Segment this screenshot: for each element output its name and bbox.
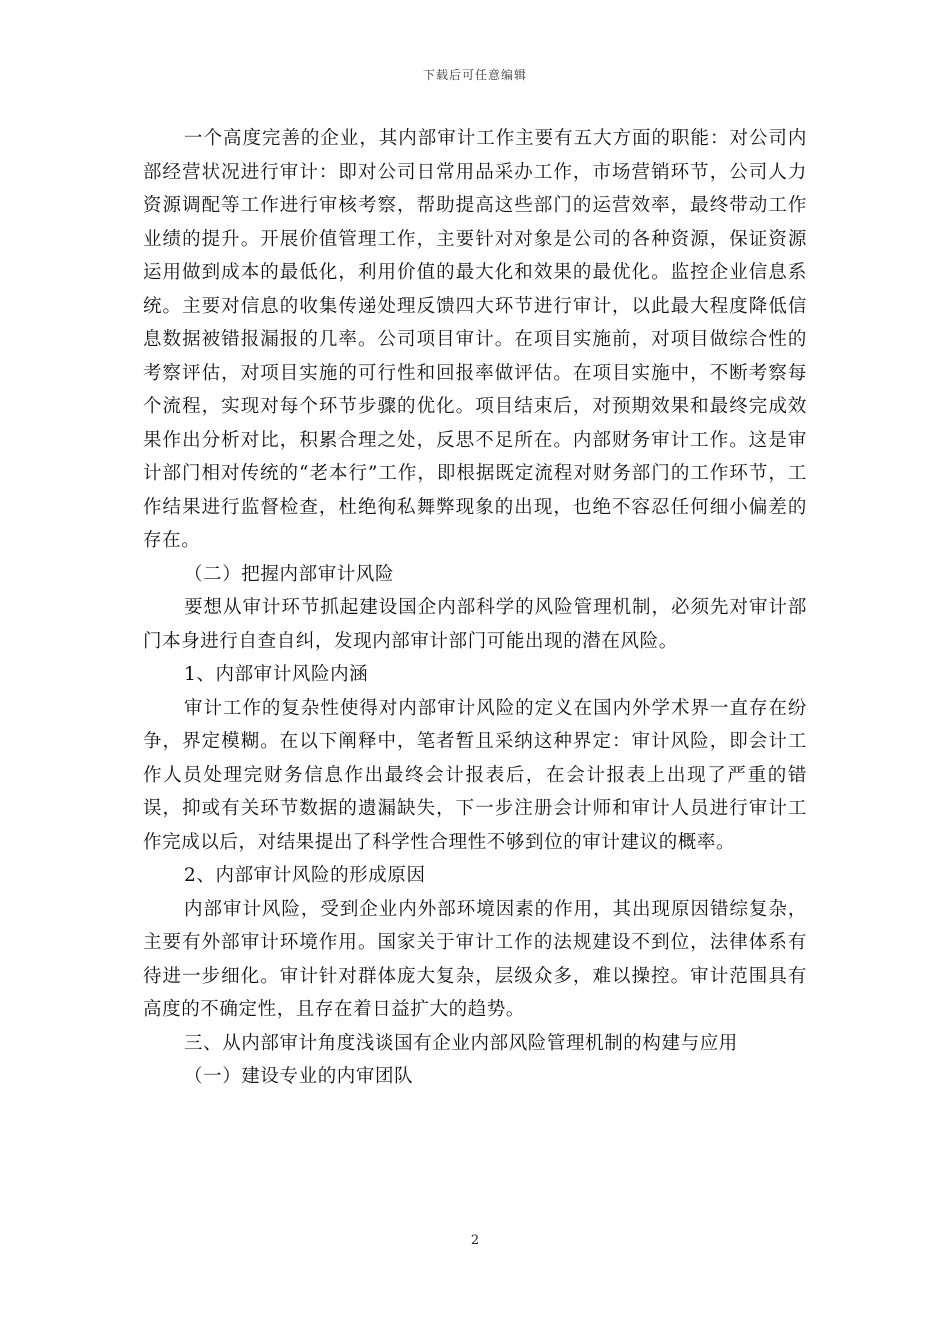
page-header: 下载后可任意编辑 [422, 68, 527, 82]
paragraph-risk-definition: 审计工作的复杂性使得对内部审计风险的定义在国内外学术界一直存在纷争，界定模糊。在以下阐释中，笔者暂且采纳这种界定：审计风险，即会计工作人员处理完财务信息作出最终会计报表后，在会计报表上出现了严重的错误，抑或有关环节数据的遗漏缺失，下一步注册会计师和审计人员进行审计工作完成以后，对结果提出了科学性合理性不够到位的审计建议的概率。 [143, 697, 807, 853]
paragraph-self-check: 要想从审计环节抓起建设国企内部科学的风险管理机制，必须先对审计部门本身进行自查自纠，发现内部审计部门可能出现的潜在风险。 [143, 597, 807, 652]
subheading-risk-causes: 2、内部审计风险的形成原因 [184, 865, 426, 886]
subheading-risk-connotation: 1、内部审计风险内涵 [184, 664, 369, 685]
paragraph-risk-causes: 内部审计风险，受到企业内外部环境因素的作用，其出现原因错综复杂，主要有外部审计环境作用。国家关于审计工作的法规建设不到位，法律体系有待进一步细化。审计针对群体庞大复杂，层级众多，难以操控。审计范围具有高度的不确定性，且存在着日益扩大的趋势。 [143, 898, 807, 1020]
section-heading-grasp-audit-risk: （二）把握内部审计风险 [184, 563, 395, 585]
section-heading-build-team: （一）建设专业的内审团队 [184, 1066, 414, 1087]
page-number: 2 [470, 1233, 480, 1248]
chapter-heading-three: 三、从内部审计角度浅谈国有企业内部风险管理机制的构建与应用 [184, 1032, 738, 1054]
document-body [143, 122, 807, 1094]
paragraph-audit-functions: 一个高度完善的企业，其内部审计工作主要有五大方面的职能：对公司内部经营状况进行审计：即对公司日常用品采办工作，市场营销环节，公司人力资源调配等工作进行审核考察，帮助提高这些部门的运营效率，最终带动工作业绩的提升。开展价值管理工作，主要针对对象是公司的各种资源，保证资源运用做到成本的最低化，利用价值的最大化和效果的最优化。监控企业信息系统。主要对信息的收集传递处理反馈四大环节进行审计，以此最大程度降低信息数据被错报漏报的几率。公司项目审计。在项目实施前，对项目做综合性的考察评估，对项目实施的可行性和回报率做评估。在项目实施中，不断考察每个流程，实现对每个环节步骤的优化。项目结束后，对预期效果和最终完成效果作出分析对比，积累合理之处，反思不足所在。内部财务审计工作。这是审计部门相对传统的“老本行”工作，即根据既定流程对财务部门的工作环节，工作结果进行监督检查，杜绝徇私舞弊现象的出现，也绝不容忍任何细小偏差的存在。 [143, 128, 807, 551]
